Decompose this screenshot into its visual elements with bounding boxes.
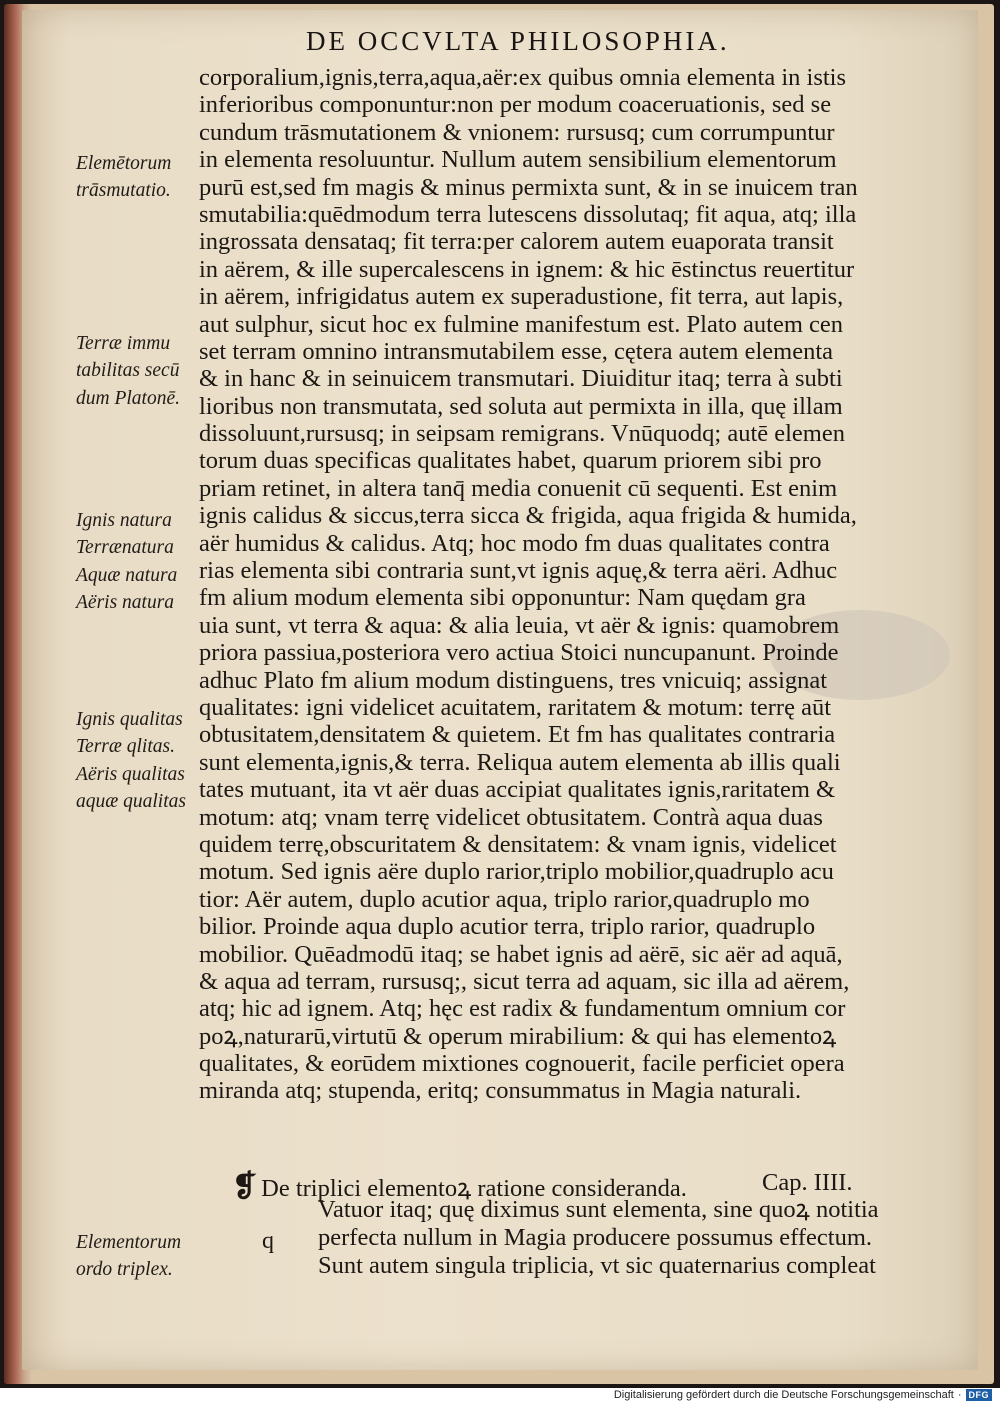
text-line: inferioribus componuntur:non per modum coaceruationis, sed se: [199, 91, 832, 119]
chapter-text-line: Sunt autem singula triplicia, vt sic quaternarius compleat: [318, 1252, 876, 1279]
marginal-note-transmutatio: [76, 150, 206, 205]
text-line: & aqua ad terram, rursusq;, sicut terra ad aquam, sic illa ad aërem,: [199, 967, 850, 995]
marginal-line: Aquæ natura: [76, 564, 178, 586]
main-text-block: [199, 64, 939, 1105]
text-line: ignis calidus & siccus,terra sicca & frigida, aqua frigida & humida,: [199, 502, 857, 530]
marginal-line: Terrænatura: [76, 537, 174, 559]
text-line: corporalium,ignis,terra,aqua,aër:ex quibus omnia elementa in istis: [199, 64, 847, 91]
marginal-line: Ignis natura: [76, 510, 172, 531]
text-line: fm alium modum elementa sibi opponuntur: Nam quędam gra: [199, 584, 806, 612]
marginal-line: ordo triplex.: [76, 1259, 173, 1281]
chapter-number: Cap. IIII.: [762, 1169, 853, 1196]
text-line: motum. Sed ignis aëre duplo rarior,triplo mobilior,quadruplo acu: [199, 858, 834, 886]
text-line: atq; hic ad ignem. Atq; hęc est radix & fundamentum omnium cor: [199, 995, 846, 1023]
marginal-note-ordo: [76, 1229, 206, 1284]
text-line: in elementa resoluuntur. Nullum autem sensibilium elementorum: [199, 146, 837, 174]
digitization-footer: [614, 1389, 992, 1401]
text-line: qualitates: igni videlicet acuitatem, raritatem & motum: terrę aūt: [199, 693, 832, 721]
text-line: quidem terrę,obscuritatem & densitatem: & vnam ignis, videlicet: [199, 830, 837, 858]
text-line: & in hanc & in seinuicem transmutari. Diuiditur itaq; terra à subti: [199, 365, 843, 393]
marginal-line: Elemētorum: [76, 153, 172, 174]
text-line: tates mutuant, ita vt aër duas accipiat qualitates ignis,raritatem &: [199, 776, 836, 804]
text-line: adhuc Plato fm alium modum distinguens, tres vnicuiq; assignat: [199, 666, 828, 694]
text-line: in aërem, infrigidatus autem ex superadustione, fit terra, aut lapis,: [199, 283, 844, 311]
text-line: torum duas specificas qualitates habet, quarum priorem sibi pro: [199, 447, 822, 475]
text-line: purū est,sed fm magis & minus permixta sunt, & in se inuicem tran: [199, 173, 858, 201]
marginal-note-natura: [76, 507, 206, 617]
text-line: in aërem, & ille supercalescens in ignem: & hic ēstinctus reuertitur: [199, 255, 855, 283]
text-line: poꝝ,naturarū,virtutū & operum mirabilium: & qui has elementoꝝ: [199, 1022, 837, 1050]
chapter-text-block: [318, 1196, 958, 1280]
text-line: dissoluunt,rursusq; in seipsam remigrans. Vnūquodq; autē elemen: [199, 420, 845, 448]
text-line: uia sunt, vt terra & aqua: & alia leuia, vt aër & ignis: quamobrem: [199, 611, 840, 639]
signature-mark: q: [262, 1228, 274, 1254]
text-line: miranda atq; stupenda, eritq; consummatus in Magia naturali.: [199, 1077, 802, 1105]
text-line: aër humidus & calidus. Atq; hoc modo fm duas qualitates contra: [199, 529, 830, 557]
marginal-line: Aëris qualitas: [76, 763, 185, 785]
marginal-note-immutabilitas: [76, 330, 206, 412]
text-line: mobilior. Quēadmodū itaq; se habet ignis ad aërē, sic aër ad aquā,: [199, 940, 843, 968]
marginal-note-qualitas: [76, 706, 206, 816]
text-line: smutabilia:quēdmodum terra lutescens dissolutaq; fit aqua, atq; illa: [199, 200, 857, 228]
text-line: rias elementa sibi contraria sunt,vt ignis aquę,& terra aëri. Adhuc: [199, 557, 838, 585]
chapter-heading-text: De triplici elementoꝝ ratione consideranda.: [261, 1175, 687, 1202]
pilcrow-icon: ❡: [232, 1170, 258, 1203]
text-line: ingrossata densataq; fit terra:per calorem autem euaporata transit: [199, 228, 834, 256]
marginal-line: trāsmutatio.: [76, 180, 171, 202]
dfg-logo: DFG: [966, 1389, 993, 1401]
marginal-line: Aëris natura: [76, 592, 175, 614]
text-line: aut sulphur, sicut hoc ex fulmine manifestum est. Plato autem cen: [199, 310, 844, 338]
footer-text: Digitalisierung gefördert durch die Deutsche Forschungsgemeinschaft: [613, 1389, 954, 1401]
text-line: qualitates, & eorūdem mixtiones cognouerit, facile perficiet opera: [199, 1050, 845, 1078]
marginal-line: Terræ qlitas.: [76, 736, 175, 758]
marginal-line: tabilitas secū: [76, 360, 180, 382]
marginal-line: Ignis qualitas: [76, 709, 183, 730]
text-line: set terram omnino intransmutabilem esse, cętera autem elementa: [199, 337, 834, 365]
chapter-text-line: Vatuor itaq; quę diximus sunt elementa, sine quoꝝ notitia: [318, 1196, 879, 1223]
text-line: bilior. Proinde aqua duplo acutior terra, triplo rarior, quadruplo: [199, 913, 816, 941]
marginal-line: aquæ qualitas: [76, 791, 186, 813]
text-line: lioribus non transmutata, sed soluta aut permixta in illa, quę illam: [199, 392, 843, 420]
footer-dot: ·: [957, 1389, 962, 1401]
text-line: priora passiua,posteriora vero actiua Stoici nuncupanunt. Proinde: [199, 639, 839, 667]
text-line: sunt elementa,ignis,& terra. Reliqua autem elementa ab illis quali: [199, 748, 841, 776]
marginal-line: dum Platonē.: [76, 387, 180, 409]
marginal-line: Terræ immu: [76, 333, 171, 354]
text-line: cundum trāsmutationem & vnionem: rursusq; cum corrumpuntur: [199, 118, 835, 146]
text-line: tior: Aër autem, duplo acutior aqua, triplo rarior,quadruplo mo: [199, 885, 810, 913]
text-line: obtusitatem,densitatem & quietem. Et fm has qualitates contraria: [199, 721, 836, 749]
text-line: priam retinet, in altera tanq̄ media conuenit cū sequenti. Est enim: [199, 474, 838, 502]
marginal-line: Elementorum: [76, 1232, 182, 1253]
running-head: DE OCCVLTA PHILOSOPHIA.: [306, 26, 730, 56]
chapter-text-line: perfecta nullum in Magia producere possumus effectum.: [318, 1224, 873, 1251]
text-line: motum: atq; vnam terrę videlicet obtusitatem. Contrà aqua duas: [199, 803, 823, 831]
